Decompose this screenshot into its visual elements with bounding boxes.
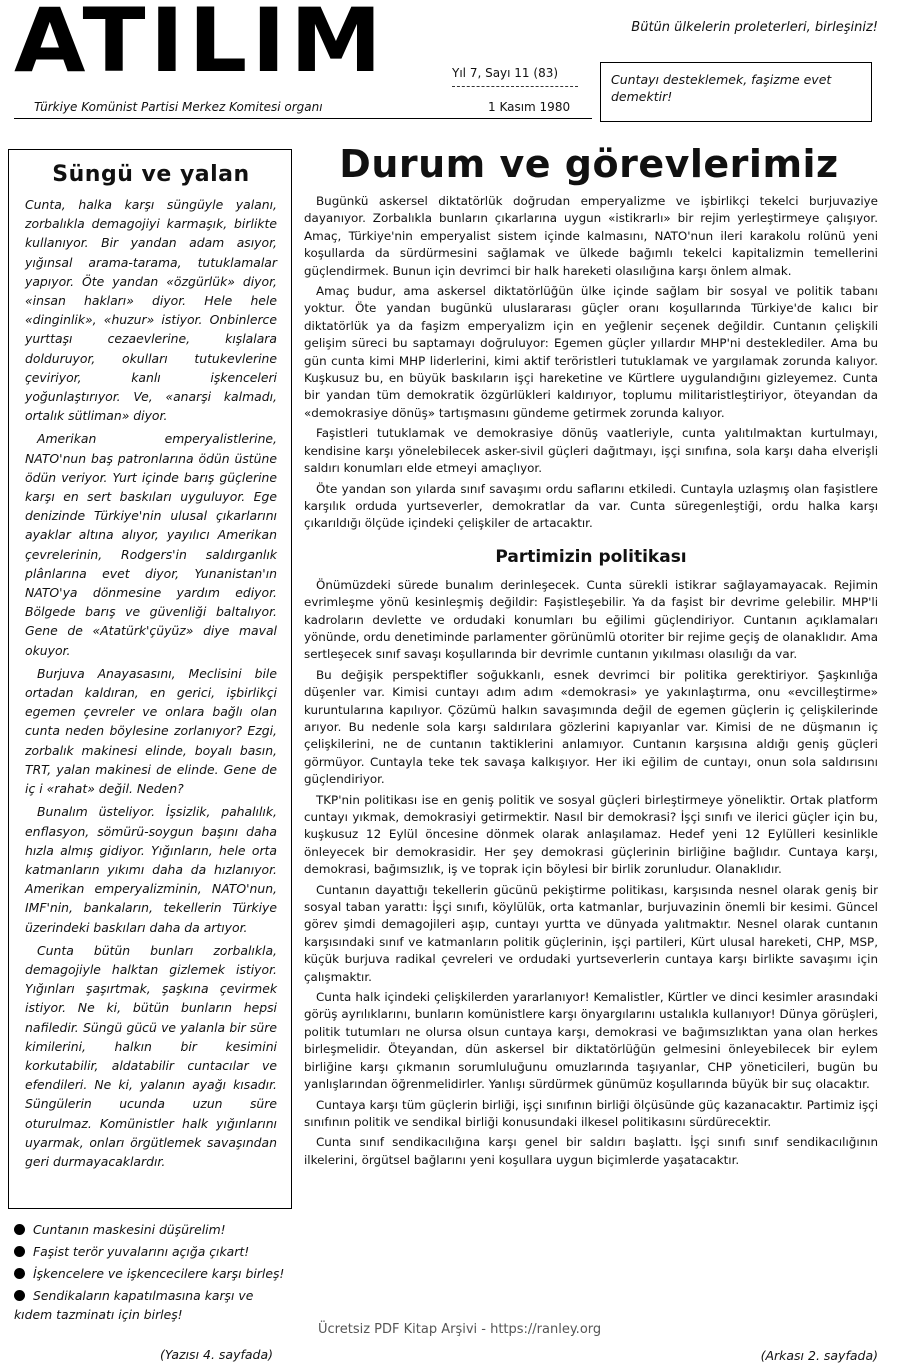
article-paragraph: Cunta sınıf sendikacılığına karşı genel bir saldırı başlattı. İşçi sınıfı sınıf sendikacılığının ilkelerini, örgütsel bağlarını yeni koşullara uygun biçimlerde yaşatacaktır. (304, 1135, 878, 1167)
bullet-icon (14, 1290, 25, 1301)
main-article-title: Durum ve görevlerimiz (339, 142, 839, 186)
slogan-list (14, 1220, 294, 1327)
article-paragraph: Cuntaya karşı tüm güçlerin birliği, işçi sınıfının birliği ölçüsünde güç kazanacaktır. Partimiz işçi sınıfının politik ve sendikal birliği konusundaki ilkesel politikasını sürdürecektir. (304, 1097, 878, 1129)
continued-note: (Yazısı 4. sayfada) (160, 1347, 274, 1362)
masthead-title: ATILIM (14, 0, 387, 92)
divider (452, 86, 578, 87)
article-paragraph: Öte yandan son yılarda sınıf savaşımı ordu saflarını etkiledi. Cuntayla uzlaşmış olan faşistlere karşılık orduda yurtseverler, demokratlar da var. Cunta süregenleştiği, ordu halka karşı çıkarıldığı ölçüde içindeki çelişkiler de artacaktır. (304, 481, 878, 531)
bullet-icon (14, 1246, 25, 1257)
article-paragraph: Cunta halk içindeki çelişkilerden yararlanıyor! Kemalistler, Kürtler ve dinci kesimler arasındaki görüş ayrılıklarını, bunların komünistlere karşı önyargılarını ustalıkla kullanıyor! Dünya görüşleri, politik tutumları ne olursa olsun cuntaya karşı, demokrasi ve bağımsızlıktan yana olan herkes birleşmelidir. Öteyandan, dün askersel bir diktatörlüğün gelmesini önleyebilecek bir eylem birliğine karşı çıkmanın sorumluluğunu omuzlarında taşıyanlar, CHP yöneticileri, bugün bu yanlışlarından öğrenmelidirler. Yanlışı sürdürmek günümüz koşullarında büyük bir suç olacaktır. (304, 990, 878, 1092)
quote-box: Cuntayı desteklemek, faşizme evet demektir! (600, 62, 872, 122)
masthead-motto: Bütün ülkelerin proleterleri, birleşiniz! (631, 20, 878, 35)
divider (14, 118, 592, 119)
issue-date: 1 Kasım 1980 (488, 100, 571, 114)
sidebar-paragraph: Burjuva Anayasasını, Meclisini bile ortadan kaldıran, en gerici, işbirlikçi egemen çevreler ve onlara bağlı olan cunta neden böylesine zorlanıyor? Ezgi, zorbalık makinesi elinde, boyalı basın, TRT, yalan makinesi de elinde. Gene de iç i «rahat» değil. Neden? (25, 665, 277, 797)
sidebar-article (8, 149, 292, 1209)
issue-number: Yıl 7, Sayı 11 (83) (452, 66, 559, 80)
main-article-body (304, 193, 878, 1172)
watermark: Ücretsiz PDF Kitap Arşivi - https://ranley.org (318, 1322, 602, 1337)
bullet-icon (14, 1268, 25, 1279)
slogan-item: Cuntanın maskesini düşürelim! (14, 1220, 294, 1239)
sidebar-paragraph: Bunalım üsteliyor. İşsizlik, pahalılık, enflasyon, sömürü-soygun başını daha hızla almış gidiyor. Yığınların, hele orta katmanların yıkımı daha da hızlanıyor. Amerikan emperyalizminin, NATO'nun, IMF'nin, bankaların, tekellerin Türkiye üzerindeki baskıları daha da artıyor. (25, 804, 277, 935)
sidebar-paragraph: Amerikan emperyalistlerine, NATO'nun baş patronlarına ödün üstüne ödün veriyor. Yurt içinde barış güçlerine karşı en sert baskıları uyguluyor. Ege denizinde Türkiye'nin ulusal çıkarlarını ayaklar altına alıyor, yayılıcı Amerikan çevrelerinin, Rodgers'in saldırganlık plânlarına evet diyor, Yunanistan'ın NATO'ya dönmesine yardım ediyor. Bölgede barış ve güvenliği baltalıyor. Gene de «Atatürk'çüyüz» diye maval okuyor. (25, 431, 277, 658)
article-paragraph: TKP'nin politikası ise en geniş politik ve sosyal güçleri birleştirmeye yöneliktir. Ortak platform cuntayı yıkmak, demokrasiyi getirmektir. Nasıl bir demokrasi? İşçi sınıfı ve ilerici güçler için bu, kuşkusuz 12 Eylül öncesine dönmek olarak anlaşılamaz. Hedef yeni 12 Eylülleri kesinlikle önleyecek bir demokrasidir. Her şey demokrasi güçlerinin birliğine bağlıdır. Cuntaya karşı, demokrasi, bağımsızlık, iş ve toprak için böylesi bir birlik zorunludur. Olanaklıdır. (304, 792, 878, 877)
slogan-item: Faşist terör yuvalarını açığa çıkart! (14, 1242, 294, 1261)
slogan-item: Sendikaların kapatılmasına karşı ve kıdem tazminatı için birleş! (14, 1288, 254, 1322)
sidebar-paragraph: Cunta bütün bunları zorbalıkla, demagojiyle halktan gizlemek istiyor. Yığınları şaşırtmak, şaşkına çevirmek istiyor. Ne ki, bütün bunların hepsi nafiledir. Süngü gücü ve yalanla bir süre kimilerini, halkın bir kesimini korkutabilir, aldatabilir cuntacılar ve efendileri. Ne ki, yalanın ayağı kısadır. Süngülerin ucunda uzun süre oturulmaz. Komünistler halk yığınlarını uyarmak, onları örgütlemek savaşından geri durmayacaklardır. (25, 942, 277, 1169)
slogan-item: İşkencelere ve işkencecilere karşı birleş! (14, 1264, 294, 1283)
bullet-icon (14, 1224, 25, 1235)
sidebar-paragraph: Cunta, halka karşı süngüyle yalanı, zorbalıkla demagojiyi karmaşık, birlikte kullanıyor. Bir yandan adam asıyor, yığınsal arama-tarama, tutuklamalar yapıyor. Öte yandan «özgürlük» diyor, «insan hakları» diyor. Hele hele «dinginlik», «huzur» istiyor. Onbinlerce yurttaşı cezaevlerine, kışlalara dolduruyor, okulları tutukevlerine çeviriyor, kanlı işkenceleri yoğunlaştırıyor. Ve, «anarşi kalmadı, ortalık sütliman» diyor. (25, 197, 277, 424)
article-paragraph: Önümüzdeki sürede bunalım derinleşecek. Cunta sürekli istikrar sağlayamayacak. Rejimin evrimleşme yönü kesinleşmiş değildir: Faşistleşebilir. Ya da faşist bir devrime gelebilir. MHP'li kadroların devlette ve ordudaki konumları bu eğilimi güçlendiriyor. Cuntanın açıklamaları yönünde, ordu denetiminde parlamenter görünümlü otoriter bir rejime geçiş de olanaklıdır. Ama sertleşecek sınıf savaşı koşullarında bir devrimle cuntanın yıkılması olasılığı da var. (304, 577, 878, 662)
article-paragraph: Bugünkü askersel diktatörlük doğrudan emperyalizme ve işbirlikçi tekelci burjuvaziye dayanıyor. Zorbalıkla bunların çıkarlarına uygun «istikrarlı» bir rejim yerleştirmeye çalışıyor. Amaç, Türkiye'nin emperyalist sistem içinde kalmasını, NATO'nun ileri karakolu rolünü yeni koşullarda da sürdürmesini sağlamak ve ülkede bağımlı tekelci kapitalizmin temellerini güçlendirmek. Bunun için devrimci bir halk hareketi olasılığına karşı önlem almak. (304, 194, 878, 278)
article-paragraph: Faşistleri tutuklamak ve demokrasiye dönüş vaatleriyle, cunta yalıtılmaktan kurtulmayı, kendisine karşı yönelebilecek asker-sivil güçleri dağıtmayı, işçi sınıfına, solа karşı daha elverişli saldırı konumları elde etmeyi amaçlıyor. (304, 426, 878, 476)
continued-note: (Arkası 2. sayfada) (760, 1348, 878, 1363)
article-paragraph: Bu değişik perspektifler soğukkanlı, esnek devrimci bir politika gerektiriyor. Şaşkınlığa düşenler var. Kimisi cuntayı adım adım «demokrasi» ye yakınlaştırma, onu «evcilleştirme» kuruntularına kapılıyor. Çözümü halkın savaşımında değil de egemen güçlerin iç çelişkilerinde arıyor. Bu nedenle sola karşı saldırılara gözlerini kapıyanlar var. Kimisi de ne düşmanın iç çelişkilerini, ne de cuntanın taktiklerini anlamıyor. Cuntanın karşısına aldığı geniş güçleri görmüyor. Cuntayla teke tek savaşa kalkışıyor. Her iki eğilim de cuntayı, onun sola saldırısını güçlendiriyor. (304, 667, 878, 787)
organ-line: Türkiye Komünist Partisi Merkez Komitesi organı (34, 100, 323, 114)
article-paragraph: Amaç budur, ama askersel diktatörlüğün ülke içinde sağlam bir sosyal ve politik tabanı yoktur. Öte yandan bugünkü uluslararası güçler oranı koşullarında Türkiye'de kalıcı bir diktatörlük ya da faşizm emperyalizm için en yeğlenir seçenek değildir. Cuntanın çelişkili gelişim süreci bu saptamayı doğruluyor: Egemen güçler yıllardır MHP'ni desteklediler. Ama bu gün cunta kimi MHP liderlerini, kimi aktif teröristleri tutuklamak ve yargılamak zorunda kalıyor. Kuşkusuz bu, en büyük baskıların işçi hareketine ve Kürtlere uygulandığını gizleyemez. Cunta bir yandan tüm demokratik özgürlükleri kaldırıyor, toplumu militaristleştiriyor, öteyandan da «demokrasiye dönüş» tartışmasını gündeme getirmek zorunda kalıyor. (304, 284, 878, 420)
article-paragraph: Cuntanın dayattığı tekellerin gücünü pekiştirme politikası, karşısında nesnel olarak geniş bir sosyal taban yarattı: İşçi sınıfı, köylülük, orta katmanlar, burjuvazinin önemli bir kesimi. Güncel görev şimdi demagojileri aşıp, cuntayı yurtta ve dünyada yalıtmaktır. Nesnel olarak cuntanın karşısındaki sınıf ve katmanların politik güçlerinin, işçi partileri, Kürt ulusal hareketi, CHP, MSP, küçük burjuva radikal çevreleri ve ordudaki yurtseverlerin cuntaya karşı birlikte savaşımı için çalışmaktır. (304, 882, 878, 984)
section-subtitle: Partimizin politikası (495, 546, 687, 567)
sidebar-title: Süngü ve yalan (52, 162, 250, 187)
